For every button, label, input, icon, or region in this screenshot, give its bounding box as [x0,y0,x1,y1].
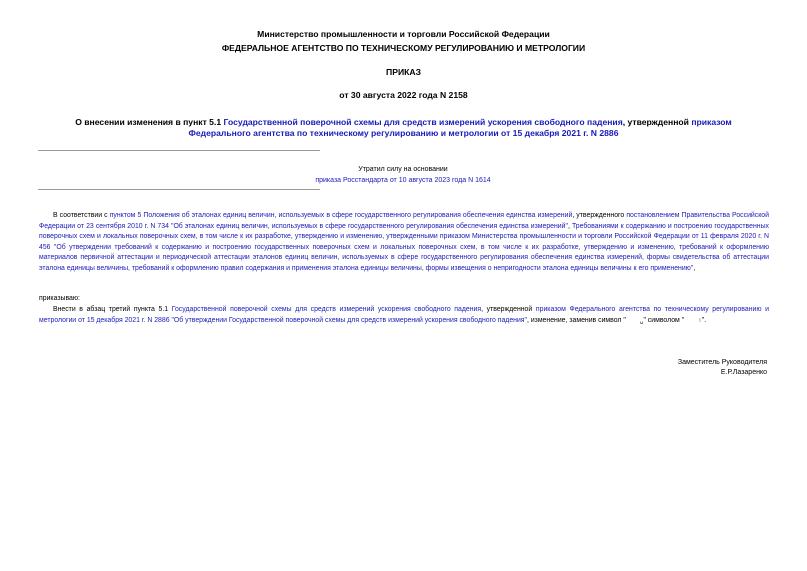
document-date: от 30 августа 2022 года N 2158 [339,90,468,100]
title-text: , утвержденной [622,117,692,127]
link-order[interactable]: приказом Федерального агентства по техническому регулированию и метрологии от 15 декабря 2021 г. N 2886 "Об утверждении Государственной поверочной схемы для средств измерений ускорения свободного падения" [39,306,770,324]
signature-name: Е.Р.Лазаренко [720,369,767,376]
signature-position: Заместитель Руководителя [677,359,767,366]
order-word: приказываю: [39,295,80,302]
title-link-scheme[interactable]: Государственной поверочной схемы для средств измерений ускорения свободного падения [223,117,623,127]
void-notice-link[interactable]: приказа Росстандарта от 10 августа 2023 года N 1614 [315,177,491,184]
divider [38,150,320,151]
ministry-name: Министерство промышленности и торговли Российской Федерации [257,29,550,39]
text: Внести в абзац третий пункта 5.1 [53,306,172,313]
document-type: ПРИКАЗ [386,67,421,77]
link-government-decree[interactable]: постановлением Правительства Российской Федерации от 23 сентября 2010 г. N 734 "Об эталонах единиц величин, используемых в сфере государственного регулирования обеспечения единства измерений" [39,212,769,230]
preamble-paragraph [39,211,769,275]
text: , [567,222,572,230]
agency-name: ФЕДЕРАЛЬНОЕ АГЕНТСТВО ПО ТЕХНИЧЕСКОМУ РЕГУЛИРОВАНИЮ И МЕТРОЛОГИИ [221,43,586,53]
old-symbol-icon: ␣ [639,316,644,324]
text: , [693,264,696,272]
text: , утвержденного [572,212,627,219]
link-requirements[interactable]: Требованиями к содержанию и построению государственных поверочных схем и локальных поверочных схем, в том числе к их разработке, утверждению и изменению, утвержденными приказом Министерства промышленности и торговли Российской Федерации от 11 февраля 2020 г. N 456 "Об утверждении требований к содержанию и построению государственных поверочных схем и локальных поверочных схем, в том числе к их разработке, утверждению и изменению, требований к оформлению материалов первичной аттестации и периодической аттестации эталонов единиц величин, используемых в сфере государственного регулирования обеспечения единства измерений, формы свидетельства об аттестации эталона единицы величины, требований к оформлению правил содержания и применения эталона единицы величины, формы извещения о непригодности эталона единицы величины к его применению" [39,222,769,272]
divider [38,189,320,190]
title-text: О внесении изменения в пункт 5.1 [75,117,224,127]
text: ". [701,316,707,324]
void-notice-text: Утратил силу на основании [358,166,448,173]
document-title [50,117,757,139]
text: , утвержденной [481,306,536,313]
text: В соответствии с [53,212,110,219]
text: " символом " [643,316,685,324]
new-symbol-icon: ∶ [698,316,702,324]
amendment-paragraph [39,305,769,326]
link-regulation-point5[interactable]: пунктом 5 Положения об эталонах единиц величин, используемых в сфере государственного регулирования обеспечения единства измерений [109,212,573,219]
title-link-order[interactable]: приказом Федерального агентства по техническому регулированию и метрологии от 15 декабря 2021 г. N 2886 [188,117,732,138]
text: , изменение, заменив символ " [526,316,626,324]
link-scheme[interactable]: Государственной поверочной схемы для средств измерений ускорения свободного падения [171,306,482,313]
